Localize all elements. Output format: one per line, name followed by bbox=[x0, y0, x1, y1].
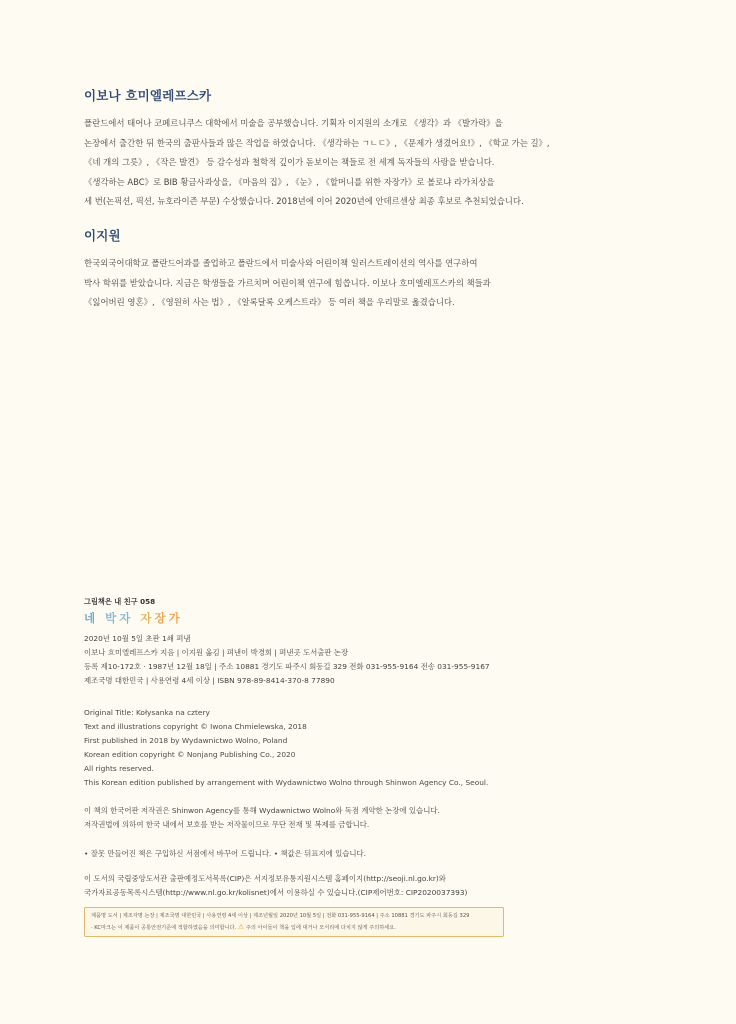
author-bio-line: 《네 개의 그릇》, 《작은 발견》 등 감수성과 철학적 깊이가 돋보이는 책들로 전 세계 독자들의 사랑을 받습니다. bbox=[84, 157, 495, 167]
translator-bio-line: 《잃어버린 영혼》, 《영원히 사는 법》, 《알록달록 오케스트라》 등 여러 책을 우리말로 옮겼습니다. bbox=[84, 297, 455, 307]
translator-bio-line: 박사 학위를 받았습니다. 지금은 학생들을 가르치며 어린이책 연구에 힘씁니다. 이보나 흐미엘레프스카의 책들과 bbox=[84, 277, 491, 288]
safety-notice-box bbox=[84, 907, 504, 937]
copyright-line: Korean edition copyright © Nonjang Publishing Co., 2020 bbox=[84, 750, 296, 759]
author-bio-line: 세 번(논픽션, 픽션, 뉴호라이즌 부문) 수상했습니다. 2018년에 이어 2020년에 안데르센상 최종 후보로 추천되었습니다. bbox=[84, 196, 524, 206]
notice-line: • 잘못 만들어진 책은 구입하신 서점에서 바꾸어 드립니다. • 책값은 뒤표지에 있습니다. bbox=[84, 849, 367, 858]
cip-line: 국가자료공동목록시스템(http://www.nl.go.kr/kolisnet)에서 이용하실 수 있습니다.(CIP제어번호: CIP2020037393) bbox=[84, 888, 468, 897]
copyright-line: First published in 2018 by Wydawnictwo Wolno, Poland bbox=[84, 736, 288, 745]
title-part: 박자 bbox=[98, 611, 134, 625]
cip-info bbox=[84, 872, 684, 900]
cip-line: 이 도서의 국립중앙도서관 출판예정도서목록(CIP)은 서지정보유통지원시스템 홈페이지(http://seoji.nl.go.kr)와 bbox=[84, 874, 446, 883]
notices bbox=[84, 847, 684, 861]
copyright-line: All rights reserved. bbox=[84, 764, 154, 773]
title-part: 장가 bbox=[154, 611, 183, 625]
rights-line: 이 책의 한국어판 저작권은 Shinwon Agency를 통해 Wydawnictwo Wolno와 독점 계약한 논장에 있습니다. bbox=[84, 806, 440, 815]
title-part: 자 bbox=[133, 611, 155, 625]
safety-kc-note: · KC마크는 이 제품이 공통안전기준에 적합하였음을 의미합니다. bbox=[91, 925, 237, 931]
warning-icon: ⚠ bbox=[237, 923, 245, 931]
copyright-line: Original Title: Kołysanka na cztery bbox=[84, 708, 210, 717]
safety-line: 제품명 도서 | 제조자명 논장 | 제조국명 대한민국 | 사용연령 4세 이상 | 제조년월일 2020년 10월 5일 | 전화 031-955-9164 | 주소 10881 경기도 파주시 회동길 329 bbox=[91, 913, 470, 919]
author-name: 이보나 흐미엘레프스카 bbox=[84, 88, 212, 103]
pubinfo-line: 등록 제10-172호 · 1987년 12월 18일 | 주소 10881 경기도 파주시 회동길 329 전화 031-955-9164 전송 031-955-9167 bbox=[84, 662, 490, 671]
book-title bbox=[84, 610, 183, 626]
copyright-line: Text and illustrations copyright © Iwona Chmielewska, 2018 bbox=[84, 722, 307, 731]
author-bio-line: 폴란드에서 태어나 코페르니쿠스 대학에서 미술을 공부했습니다. 기획자 이지원의 소개로 《생각》과 《발가락》을 bbox=[84, 118, 503, 128]
publication-info bbox=[84, 632, 684, 688]
copyright-info bbox=[84, 706, 684, 790]
author-bio bbox=[84, 86, 604, 212]
pubinfo-line: 2020년 10월 5일 초판 1쇄 펴냄 bbox=[84, 634, 191, 643]
title-part: 네 bbox=[84, 611, 99, 625]
rights-line: 저작권법에 의하여 한국 내에서 보호를 받는 저작물이므로 무단 전재 및 복제를 금합니다. bbox=[84, 820, 370, 829]
author-bio-line: 《생각하는 ABC》로 BIB 황금사과상을, 《마음의 집》, 《눈》, 《할머니를 위한 자장가》로 볼로냐 라가치상을 bbox=[84, 176, 495, 187]
pubinfo-line: 이보나 흐미엘레프스카 지음 | 이지원 옮김 | 펴낸이 박경희 | 펴낸곳 도서출판 논장 bbox=[84, 648, 349, 657]
pubinfo-line: 제조국명 대한민국 | 사용연령 4세 이상 | ISBN 978-89-8414-370-8 77890 bbox=[84, 676, 335, 685]
translator-bio-line: 한국외국어대학교 폴란드어과를 졸업하고 폴란드에서 미술사와 어린이책 일러스트레이션의 역사를 연구하여 bbox=[84, 258, 478, 268]
rights-statement bbox=[84, 804, 684, 832]
series-label: 그림책은 내 친구 058 bbox=[84, 597, 156, 606]
safety-caution: 주의 아이들이 책을 입에 대거나 모서리에 다치지 않게 주의하세요. bbox=[245, 925, 396, 931]
translator-name: 이지원 bbox=[84, 228, 121, 243]
translator-bio bbox=[84, 226, 604, 313]
copyright-line: This Korean edition published by arrangement with Wydawnictwo Wolno through Shinwon Agency Co., Seoul. bbox=[84, 778, 489, 787]
author-bio-line: 논장에서 출간한 뒤 한국의 출판사들과 많은 작업을 하였습니다. 《생각하는 ㄱㄴㄷ》, 《문제가 생겼어요!》, 《학교 가는 길》, bbox=[84, 137, 550, 148]
safety-line-2 bbox=[91, 922, 497, 934]
